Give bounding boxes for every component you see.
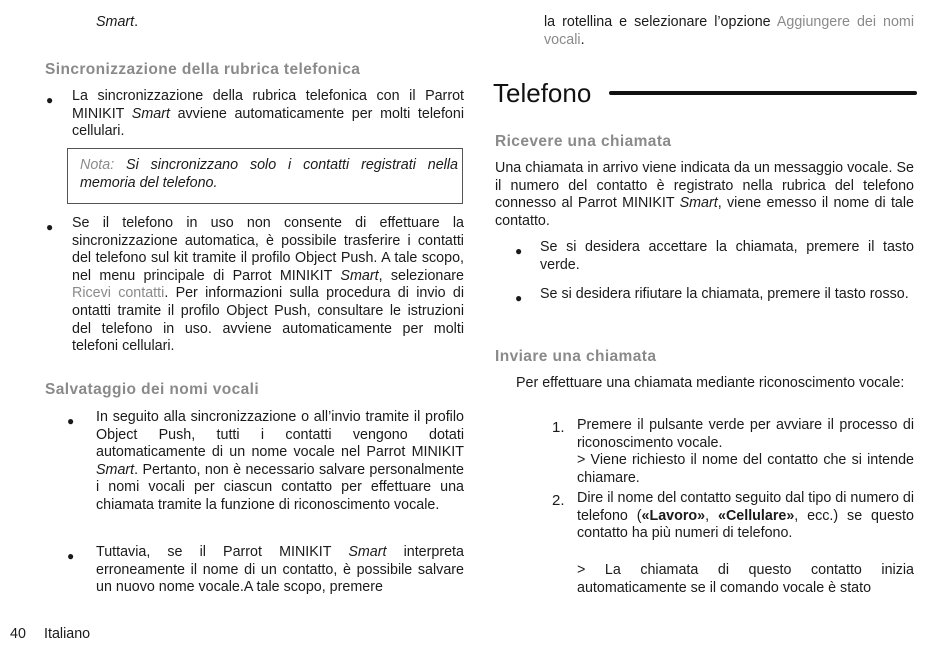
keyword-work: «Lavoro»	[641, 507, 706, 524]
paragraph-voice-auto: In seguito alla sincronizzazione o all’invio tramite il profilo Object Push, tutti i contatti vengono dotati automaticamente di un nome vocale nel Parrot MINIKIT Smart. Pertanto, non è necessario salvare personalmente i nomi vocali per ciascun contatto per effettuare una chiamata tramite la funzione di riconoscimento vocale.	[96, 409, 464, 513]
step-result-call: > La chiamata di questo contatto inizia automaticamente se il comando vocale è stato	[577, 562, 914, 596]
menu-option-receive-contacts: Ricevi contatti	[72, 285, 165, 302]
paragraph-accept-call: Se si desidera accettare la chiamata, premere il tasto verde.	[540, 239, 914, 273]
footer-language: Italiano	[44, 626, 91, 642]
step-say-contact: Dire il nome del contatto seguito dal tipo di numero di telefono («Lavoro», «Cellulare», ecc.) se questo contatto ha più numeri di telefono.	[577, 490, 914, 542]
bullet-icon: ●	[67, 549, 75, 563]
section-title-phone: Telefono	[493, 78, 592, 108]
heading-sync-contacts: Sincronizzazione della rubrica telefonica	[45, 61, 361, 78]
note-label: Nota:	[80, 157, 115, 173]
note-box: Nota: Si sincronizzano solo i contatti registrati nella memoria del telefono.	[67, 148, 463, 204]
heading-send-call: Inviare una chiamata	[495, 348, 657, 365]
bullet-icon: ●	[515, 244, 523, 258]
paragraph-sync: La sincronizzazione della rubrica telefonica con il Parrot MINIKIT Smart avviene automaticamente per molti telefoni cellulari.	[72, 88, 464, 140]
heading-receive-call: Ricevere una chiamata	[495, 133, 672, 150]
bullet-icon: ●	[46, 220, 54, 234]
paragraph-voice-manual: Tuttavia, se il Parrot MINIKIT Smart interpreta erroneamente il nome di un contatto, è possibile salvare un nuovo nome vocale.A tale scopo, premere	[96, 544, 464, 596]
keyword-mobile: «Cellulare»	[718, 507, 795, 524]
continuation-text: Smart.	[96, 14, 139, 30]
paragraph-send-intro: Per effettuare una chiamata mediante riconoscimento vocale:	[516, 375, 905, 391]
step-start-recognition: Premere il pulsante verde per avviare il processo di riconoscimento vocale.	[577, 417, 914, 451]
title-rule	[609, 91, 917, 95]
menu-option-add-voice-names: Aggiungere dei nomi vocali	[544, 14, 914, 48]
step-result-prompt: > Viene richiesto il nome del contatto che si intende chiamare.	[577, 452, 914, 486]
bullet-icon: ●	[67, 414, 75, 428]
bullet-icon: ●	[515, 291, 523, 305]
step-number: 1.	[552, 419, 565, 436]
paragraph-reject-call: Se si desidera rifiutare la chiamata, premere il tasto rosso.	[540, 286, 909, 302]
continuation-voice-option: la rotellina e selezionare l’opzione Aggiungere dei nomi vocali.	[544, 14, 914, 48]
paragraph-manual-sync: Se il telefono in uso non consente di effettuare la sincronizzazione automatica, è possibile trasferire i contatti del telefono sul kit tramite il profilo Object Push. A tale scopo, nel menu principale di Parrot MINIKIT Smart, selezionare Ricevi contatti. Per informazioni sulla procedura di invio di ontatti tramite il profilo Object Push, consultare le istruzioni del telefono in uso. avviene automaticamente per molti telefoni cellulari.	[72, 215, 465, 355]
heading-voice-names: Salvataggio dei nomi vocali	[45, 381, 260, 398]
step-number: 2.	[552, 492, 565, 509]
paragraph-receive-call: Una chiamata in arrivo viene indicata da un messaggio vocale. Se il numero del contatto è registrato nella rubrica del telefono connesso al Parrot MINIKIT Smart, viene emesso il nome di tale contatto.	[495, 160, 914, 229]
bullet-icon: ●	[46, 93, 54, 107]
page-number: 40	[10, 626, 26, 642]
